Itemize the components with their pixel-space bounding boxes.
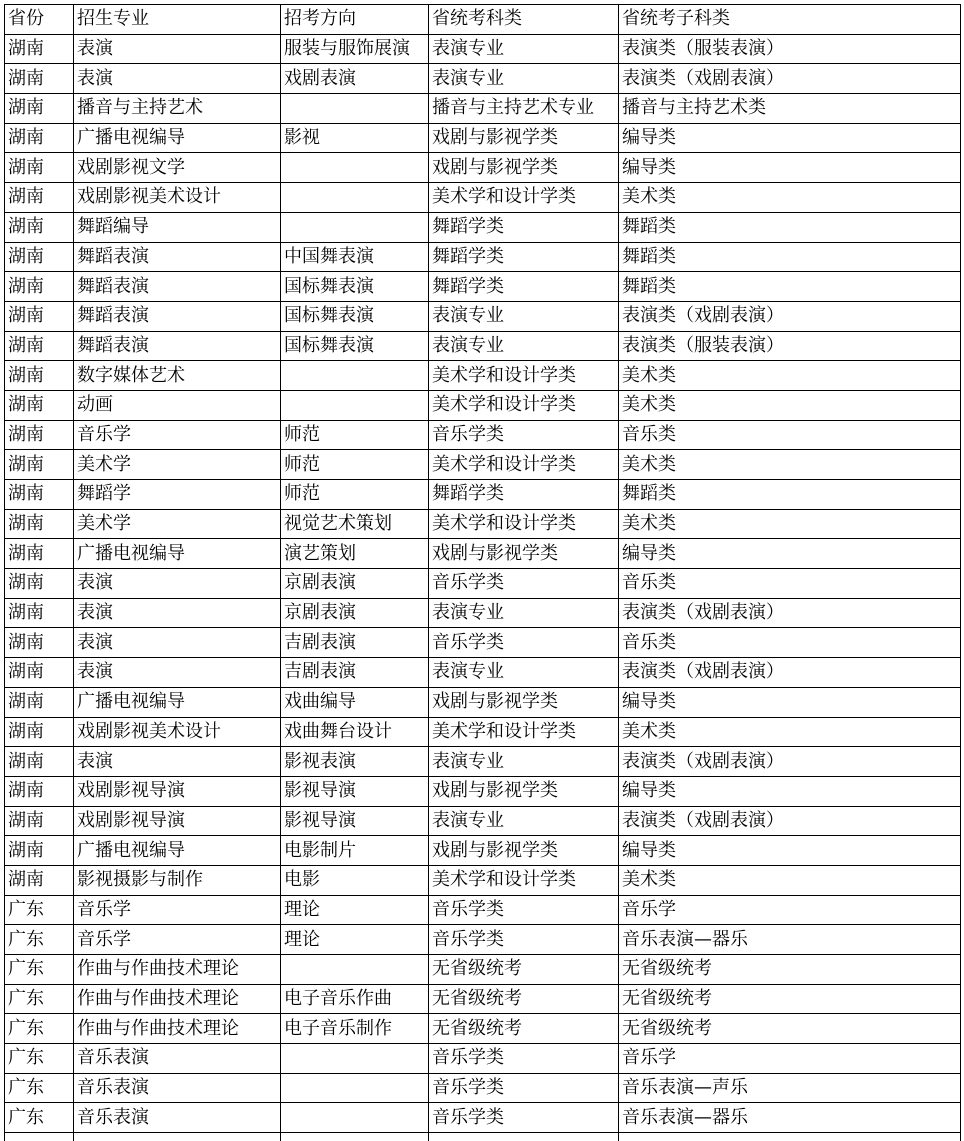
cell-major[interactable]: 影视摄影与制作: [74, 865, 281, 895]
header-exam-category[interactable]: 省统考科类: [429, 5, 619, 35]
cell-direction[interactable]: 影视导演: [281, 806, 429, 836]
table-row: [5, 925, 961, 955]
cell-direction[interactable]: 电影: [281, 865, 429, 895]
cell-direction[interactable]: 中国舞表演: [281, 242, 429, 272]
cell-direction[interactable]: 戏曲舞台设计: [281, 717, 429, 747]
cell-exam-category[interactable]: 表演专业: [429, 64, 619, 94]
cell-exam-category[interactable]: 表演专业: [429, 301, 619, 331]
cell-exam-category[interactable]: 表演专业: [429, 34, 619, 64]
table-row: [5, 509, 961, 539]
table-row: [5, 272, 961, 302]
cell-exam-subcategory[interactable]: 表演类（戏剧表演）: [619, 658, 961, 688]
cell-province[interactable]: 湖南: [5, 390, 74, 420]
cell-province[interactable]: 湖南: [5, 153, 74, 183]
cell-major[interactable]: 表演: [74, 34, 281, 64]
cell-direction[interactable]: 理论: [281, 895, 429, 925]
cell-province[interactable]: 广东: [5, 1044, 74, 1074]
cell-major[interactable]: 数字媒体艺术: [74, 361, 281, 391]
cell-province[interactable]: 湖南: [5, 331, 74, 361]
cell-exam-subcategory[interactable]: 美术类: [619, 450, 961, 480]
cell-exam-category[interactable]: 音乐学类: [429, 1103, 619, 1133]
cell-province[interactable]: 湖南: [5, 94, 74, 124]
cell-exam-subcategory[interactable]: 音乐类: [619, 569, 961, 599]
cell-major[interactable]: 广播电视编导: [74, 836, 281, 866]
cell-province[interactable]: 广东: [5, 1073, 74, 1103]
cell-exam-subcategory[interactable]: 美术类: [619, 509, 961, 539]
cell-direction[interactable]: 电子音乐作曲: [281, 984, 429, 1014]
cell-exam-subcategory[interactable]: 音乐学: [619, 1044, 961, 1074]
cell-major[interactable]: 播音与主持艺术: [74, 94, 281, 124]
cell-province[interactable]: 湖南: [5, 34, 74, 64]
cell-major[interactable]: 表演: [74, 569, 281, 599]
table-row: [5, 331, 961, 361]
table-row: [5, 539, 961, 569]
cell-direction[interactable]: [281, 390, 429, 420]
table-row: [5, 64, 961, 94]
cell-major[interactable]: 表演: [74, 628, 281, 658]
cell-major[interactable]: 戏剧影视导演: [74, 776, 281, 806]
table-row: [5, 747, 961, 777]
cell-province[interactable]: [5, 1133, 74, 1141]
cell-province[interactable]: 广东: [5, 984, 74, 1014]
cell-major[interactable]: 音乐表演: [74, 1103, 281, 1133]
cell-province[interactable]: 湖南: [5, 717, 74, 747]
cell-exam-category[interactable]: 美术学和设计学类: [429, 865, 619, 895]
table-row: [5, 183, 961, 213]
table-row: [5, 1044, 961, 1074]
cell-major[interactable]: 音乐表演: [74, 1044, 281, 1074]
cell-exam-subcategory[interactable]: 表演类（戏剧表演）: [619, 301, 961, 331]
cell-province[interactable]: 湖南: [5, 509, 74, 539]
table-row: [5, 717, 961, 747]
cell-major[interactable]: 戏剧影视美术设计: [74, 183, 281, 213]
cell-province[interactable]: 广东: [5, 1014, 74, 1044]
cell-exam-category[interactable]: 美术学和设计学类: [429, 450, 619, 480]
cell-exam-subcategory[interactable]: 美术类: [619, 183, 961, 213]
cell-province[interactable]: 广东: [5, 1103, 74, 1133]
cell-exam-category[interactable]: 舞蹈学类: [429, 272, 619, 302]
cell-major[interactable]: 作曲与作曲技术理论: [74, 955, 281, 985]
cell-exam-subcategory[interactable]: 编导类: [619, 539, 961, 569]
cell-major[interactable]: 音乐学: [74, 925, 281, 955]
cell-exam-category[interactable]: [429, 1133, 619, 1141]
cell-province[interactable]: 湖南: [5, 242, 74, 272]
cell-exam-subcategory[interactable]: 无省级统考: [619, 1014, 961, 1044]
cell-province[interactable]: 湖南: [5, 687, 74, 717]
cell-direction[interactable]: [281, 1073, 429, 1103]
table-row: [5, 390, 961, 420]
cell-major[interactable]: 舞蹈编导: [74, 212, 281, 242]
cell-major[interactable]: 表演: [74, 64, 281, 94]
cell-exam-category[interactable]: 舞蹈学类: [429, 480, 619, 510]
cell-exam-subcategory[interactable]: 舞蹈类: [619, 242, 961, 272]
cell-exam-subcategory[interactable]: 编导类: [619, 776, 961, 806]
cell-direction[interactable]: 服装与服饰展演: [281, 34, 429, 64]
cell-exam-category[interactable]: 音乐学类: [429, 1044, 619, 1074]
cell-major[interactable]: 戏剧影视文学: [74, 153, 281, 183]
cell-exam-subcategory[interactable]: 编导类: [619, 123, 961, 153]
cell-direction[interactable]: 戏曲编导: [281, 687, 429, 717]
cell-major[interactable]: 戏剧影视导演: [74, 806, 281, 836]
cell-exam-category[interactable]: 音乐学类: [429, 420, 619, 450]
cell-exam-subcategory[interactable]: 音乐学: [619, 895, 961, 925]
cell-major[interactable]: 舞蹈表演: [74, 301, 281, 331]
cell-direction[interactable]: 师范: [281, 420, 429, 450]
cell-major[interactable]: 舞蹈表演: [74, 242, 281, 272]
cell-direction[interactable]: 京剧表演: [281, 598, 429, 628]
cell-province[interactable]: 湖南: [5, 658, 74, 688]
table-body: [5, 34, 961, 1141]
cell-exam-subcategory[interactable]: 无省级统考: [619, 955, 961, 985]
cell-province[interactable]: 湖南: [5, 806, 74, 836]
cell-exam-subcategory[interactable]: 表演类（服装表演）: [619, 34, 961, 64]
header-province[interactable]: 省份: [5, 5, 74, 35]
cell-major[interactable]: 美术学: [74, 450, 281, 480]
cell-exam-category[interactable]: 音乐学类: [429, 628, 619, 658]
table-row: [5, 776, 961, 806]
cell-major[interactable]: 动画: [74, 390, 281, 420]
cell-exam-subcategory[interactable]: 编导类: [619, 836, 961, 866]
cell-province[interactable]: 广东: [5, 895, 74, 925]
cell-province[interactable]: 湖南: [5, 64, 74, 94]
cell-exam-category[interactable]: 播音与主持艺术专业: [429, 94, 619, 124]
cell-exam-category[interactable]: 戏剧与影视学类: [429, 776, 619, 806]
cell-exam-subcategory[interactable]: 美术类: [619, 390, 961, 420]
cell-province[interactable]: 湖南: [5, 836, 74, 866]
table-row: [5, 1073, 961, 1103]
cell-major[interactable]: 舞蹈表演: [74, 331, 281, 361]
table-row: [5, 450, 961, 480]
cell-exam-subcategory[interactable]: 无省级统考: [619, 984, 961, 1014]
table-row: [5, 658, 961, 688]
cell-direction[interactable]: 理论: [281, 925, 429, 955]
cell-major[interactable]: 作曲与作曲技术理论: [74, 984, 281, 1014]
cell-exam-subcategory[interactable]: 表演类（戏剧表演）: [619, 747, 961, 777]
cell-exam-category[interactable]: 美术学和设计学类: [429, 183, 619, 213]
table-row: [5, 865, 961, 895]
cell-exam-subcategory[interactable]: 舞蹈类: [619, 272, 961, 302]
cell-direction[interactable]: [281, 183, 429, 213]
cell-major[interactable]: 表演: [74, 658, 281, 688]
cell-major[interactable]: 音乐表演: [74, 1073, 281, 1103]
cell-province[interactable]: 广东: [5, 925, 74, 955]
cell-exam-subcategory[interactable]: 舞蹈类: [619, 212, 961, 242]
cell-exam-category[interactable]: 戏剧与影视学类: [429, 836, 619, 866]
table-row: [5, 806, 961, 836]
cell-direction[interactable]: 影视: [281, 123, 429, 153]
cell-exam-subcategory[interactable]: 表演类（服装表演）: [619, 331, 961, 361]
cell-exam-subcategory[interactable]: 美术类: [619, 717, 961, 747]
cell-direction[interactable]: [281, 1103, 429, 1133]
cell-exam-subcategory[interactable]: 舞蹈类: [619, 480, 961, 510]
cell-province[interactable]: 湖南: [5, 183, 74, 213]
cell-exam-subcategory[interactable]: 音乐表演—声乐: [619, 1073, 961, 1103]
cell-direction[interactable]: 国标舞表演: [281, 301, 429, 331]
table-row: [5, 895, 961, 925]
cell-exam-subcategory[interactable]: 美术类: [619, 361, 961, 391]
cell-exam-category[interactable]: 美术学和设计学类: [429, 509, 619, 539]
cell-exam-subcategory[interactable]: 编导类: [619, 687, 961, 717]
cell-major[interactable]: 舞蹈表演: [74, 272, 281, 302]
cell-major[interactable]: 舞蹈学: [74, 480, 281, 510]
cell-exam-subcategory[interactable]: 美术类: [619, 865, 961, 895]
cell-major[interactable]: [74, 1133, 281, 1141]
cell-exam-category[interactable]: 表演专业: [429, 806, 619, 836]
cell-exam-category[interactable]: 表演专业: [429, 598, 619, 628]
cell-province[interactable]: 湖南: [5, 776, 74, 806]
cell-exam-category[interactable]: 美术学和设计学类: [429, 717, 619, 747]
cell-province[interactable]: 湖南: [5, 539, 74, 569]
cell-direction[interactable]: 影视表演: [281, 747, 429, 777]
table-row: [5, 301, 961, 331]
cell-exam-category[interactable]: 戏剧与影视学类: [429, 153, 619, 183]
table-row: [5, 1133, 961, 1141]
cell-province[interactable]: 湖南: [5, 480, 74, 510]
header-direction[interactable]: 招考方向: [281, 5, 429, 35]
cell-major[interactable]: 广播电视编导: [74, 123, 281, 153]
cell-exam-subcategory[interactable]: 音乐类: [619, 420, 961, 450]
cell-province[interactable]: 湖南: [5, 212, 74, 242]
cell-exam-category[interactable]: 舞蹈学类: [429, 242, 619, 272]
cell-direction[interactable]: 师范: [281, 450, 429, 480]
cell-exam-subcategory[interactable]: 音乐表演—器乐: [619, 925, 961, 955]
cell-direction[interactable]: 师范: [281, 480, 429, 510]
cell-province[interactable]: 湖南: [5, 747, 74, 777]
header-major[interactable]: 招生专业: [74, 5, 281, 35]
cell-exam-category[interactable]: 无省级统考: [429, 955, 619, 985]
table-row: [5, 361, 961, 391]
header-exam-subcategory[interactable]: 省统考子科类: [619, 5, 961, 35]
table-row: [5, 1014, 961, 1044]
table-row: [5, 212, 961, 242]
cell-exam-subcategory[interactable]: 表演类（戏剧表演）: [619, 64, 961, 94]
cell-direction[interactable]: [281, 1044, 429, 1074]
cell-province[interactable]: 湖南: [5, 123, 74, 153]
cell-major[interactable]: 广播电视编导: [74, 539, 281, 569]
cell-exam-category[interactable]: 音乐学类: [429, 925, 619, 955]
cell-province[interactable]: 湖南: [5, 361, 74, 391]
table-row: [5, 420, 961, 450]
table-row: [5, 153, 961, 183]
cell-exam-category[interactable]: 音乐学类: [429, 1073, 619, 1103]
cell-exam-category[interactable]: 无省级统考: [429, 1014, 619, 1044]
cell-direction[interactable]: 戏剧表演: [281, 64, 429, 94]
cell-direction[interactable]: [281, 361, 429, 391]
cell-direction[interactable]: 国标舞表演: [281, 272, 429, 302]
cell-major[interactable]: 戏剧影视美术设计: [74, 717, 281, 747]
table-row: [5, 123, 961, 153]
cell-province[interactable]: 湖南: [5, 865, 74, 895]
cell-exam-subcategory[interactable]: 音乐类: [619, 628, 961, 658]
cell-direction[interactable]: 影视导演: [281, 776, 429, 806]
cell-direction[interactable]: [281, 153, 429, 183]
table-row: [5, 34, 961, 64]
cell-exam-subcategory[interactable]: 播音与主持艺术类: [619, 94, 961, 124]
cell-direction[interactable]: [281, 212, 429, 242]
table-row: [5, 984, 961, 1014]
cell-exam-category[interactable]: 美术学和设计学类: [429, 390, 619, 420]
cell-exam-category[interactable]: 戏剧与影视学类: [429, 687, 619, 717]
cell-direction[interactable]: [281, 94, 429, 124]
cell-province[interactable]: 湖南: [5, 272, 74, 302]
cell-exam-subcategory[interactable]: 表演类（戏剧表演）: [619, 598, 961, 628]
cell-major[interactable]: 广播电视编导: [74, 687, 281, 717]
cell-major[interactable]: 美术学: [74, 509, 281, 539]
cell-exam-category[interactable]: 表演专业: [429, 747, 619, 777]
cell-direction[interactable]: 京剧表演: [281, 569, 429, 599]
admissions-table: [4, 4, 961, 1141]
table-row: [5, 955, 961, 985]
cell-major[interactable]: 表演: [74, 598, 281, 628]
cell-direction[interactable]: 演艺策划: [281, 539, 429, 569]
table-header: [5, 5, 961, 35]
cell-direction[interactable]: 电子音乐制作: [281, 1014, 429, 1044]
header-row: [5, 5, 961, 35]
table-row: [5, 1103, 961, 1133]
table-row: [5, 480, 961, 510]
cell-exam-category[interactable]: 音乐学类: [429, 895, 619, 925]
cell-province[interactable]: 湖南: [5, 301, 74, 331]
cell-exam-category[interactable]: 美术学和设计学类: [429, 361, 619, 391]
cell-exam-subcategory[interactable]: 音乐表演—器乐: [619, 1103, 961, 1133]
table-row: [5, 569, 961, 599]
cell-exam-category[interactable]: 表演专业: [429, 658, 619, 688]
table-row: [5, 598, 961, 628]
cell-exam-category[interactable]: 音乐学类: [429, 569, 619, 599]
cell-exam-category[interactable]: 戏剧与影视学类: [429, 539, 619, 569]
table-row: [5, 836, 961, 866]
cell-exam-subcategory[interactable]: 表演类（戏剧表演）: [619, 806, 961, 836]
cell-major[interactable]: 表演: [74, 747, 281, 777]
cell-direction[interactable]: [281, 1133, 429, 1141]
cell-exam-category[interactable]: 舞蹈学类: [429, 212, 619, 242]
cell-province[interactable]: 湖南: [5, 420, 74, 450]
cell-major[interactable]: 作曲与作曲技术理论: [74, 1014, 281, 1044]
table-row: [5, 242, 961, 272]
cell-major[interactable]: 音乐学: [74, 420, 281, 450]
cell-exam-subcategory[interactable]: 编导类: [619, 153, 961, 183]
cell-direction[interactable]: 吉剧表演: [281, 628, 429, 658]
cell-province[interactable]: 广东: [5, 955, 74, 985]
cell-exam-category[interactable]: 表演专业: [429, 331, 619, 361]
cell-direction[interactable]: 国标舞表演: [281, 331, 429, 361]
table-row: [5, 94, 961, 124]
cell-exam-subcategory[interactable]: [619, 1133, 961, 1141]
cell-direction[interactable]: 电影制片: [281, 836, 429, 866]
table-row: [5, 628, 961, 658]
cell-major[interactable]: 音乐学: [74, 895, 281, 925]
cell-direction[interactable]: [281, 955, 429, 985]
cell-direction[interactable]: 吉剧表演: [281, 658, 429, 688]
cell-province[interactable]: 湖南: [5, 569, 74, 599]
cell-province[interactable]: 湖南: [5, 450, 74, 480]
cell-direction[interactable]: 视觉艺术策划: [281, 509, 429, 539]
cell-exam-category[interactable]: 无省级统考: [429, 984, 619, 1014]
cell-province[interactable]: 湖南: [5, 598, 74, 628]
cell-exam-category[interactable]: 戏剧与影视学类: [429, 123, 619, 153]
table-row: [5, 687, 961, 717]
cell-province[interactable]: 湖南: [5, 628, 74, 658]
